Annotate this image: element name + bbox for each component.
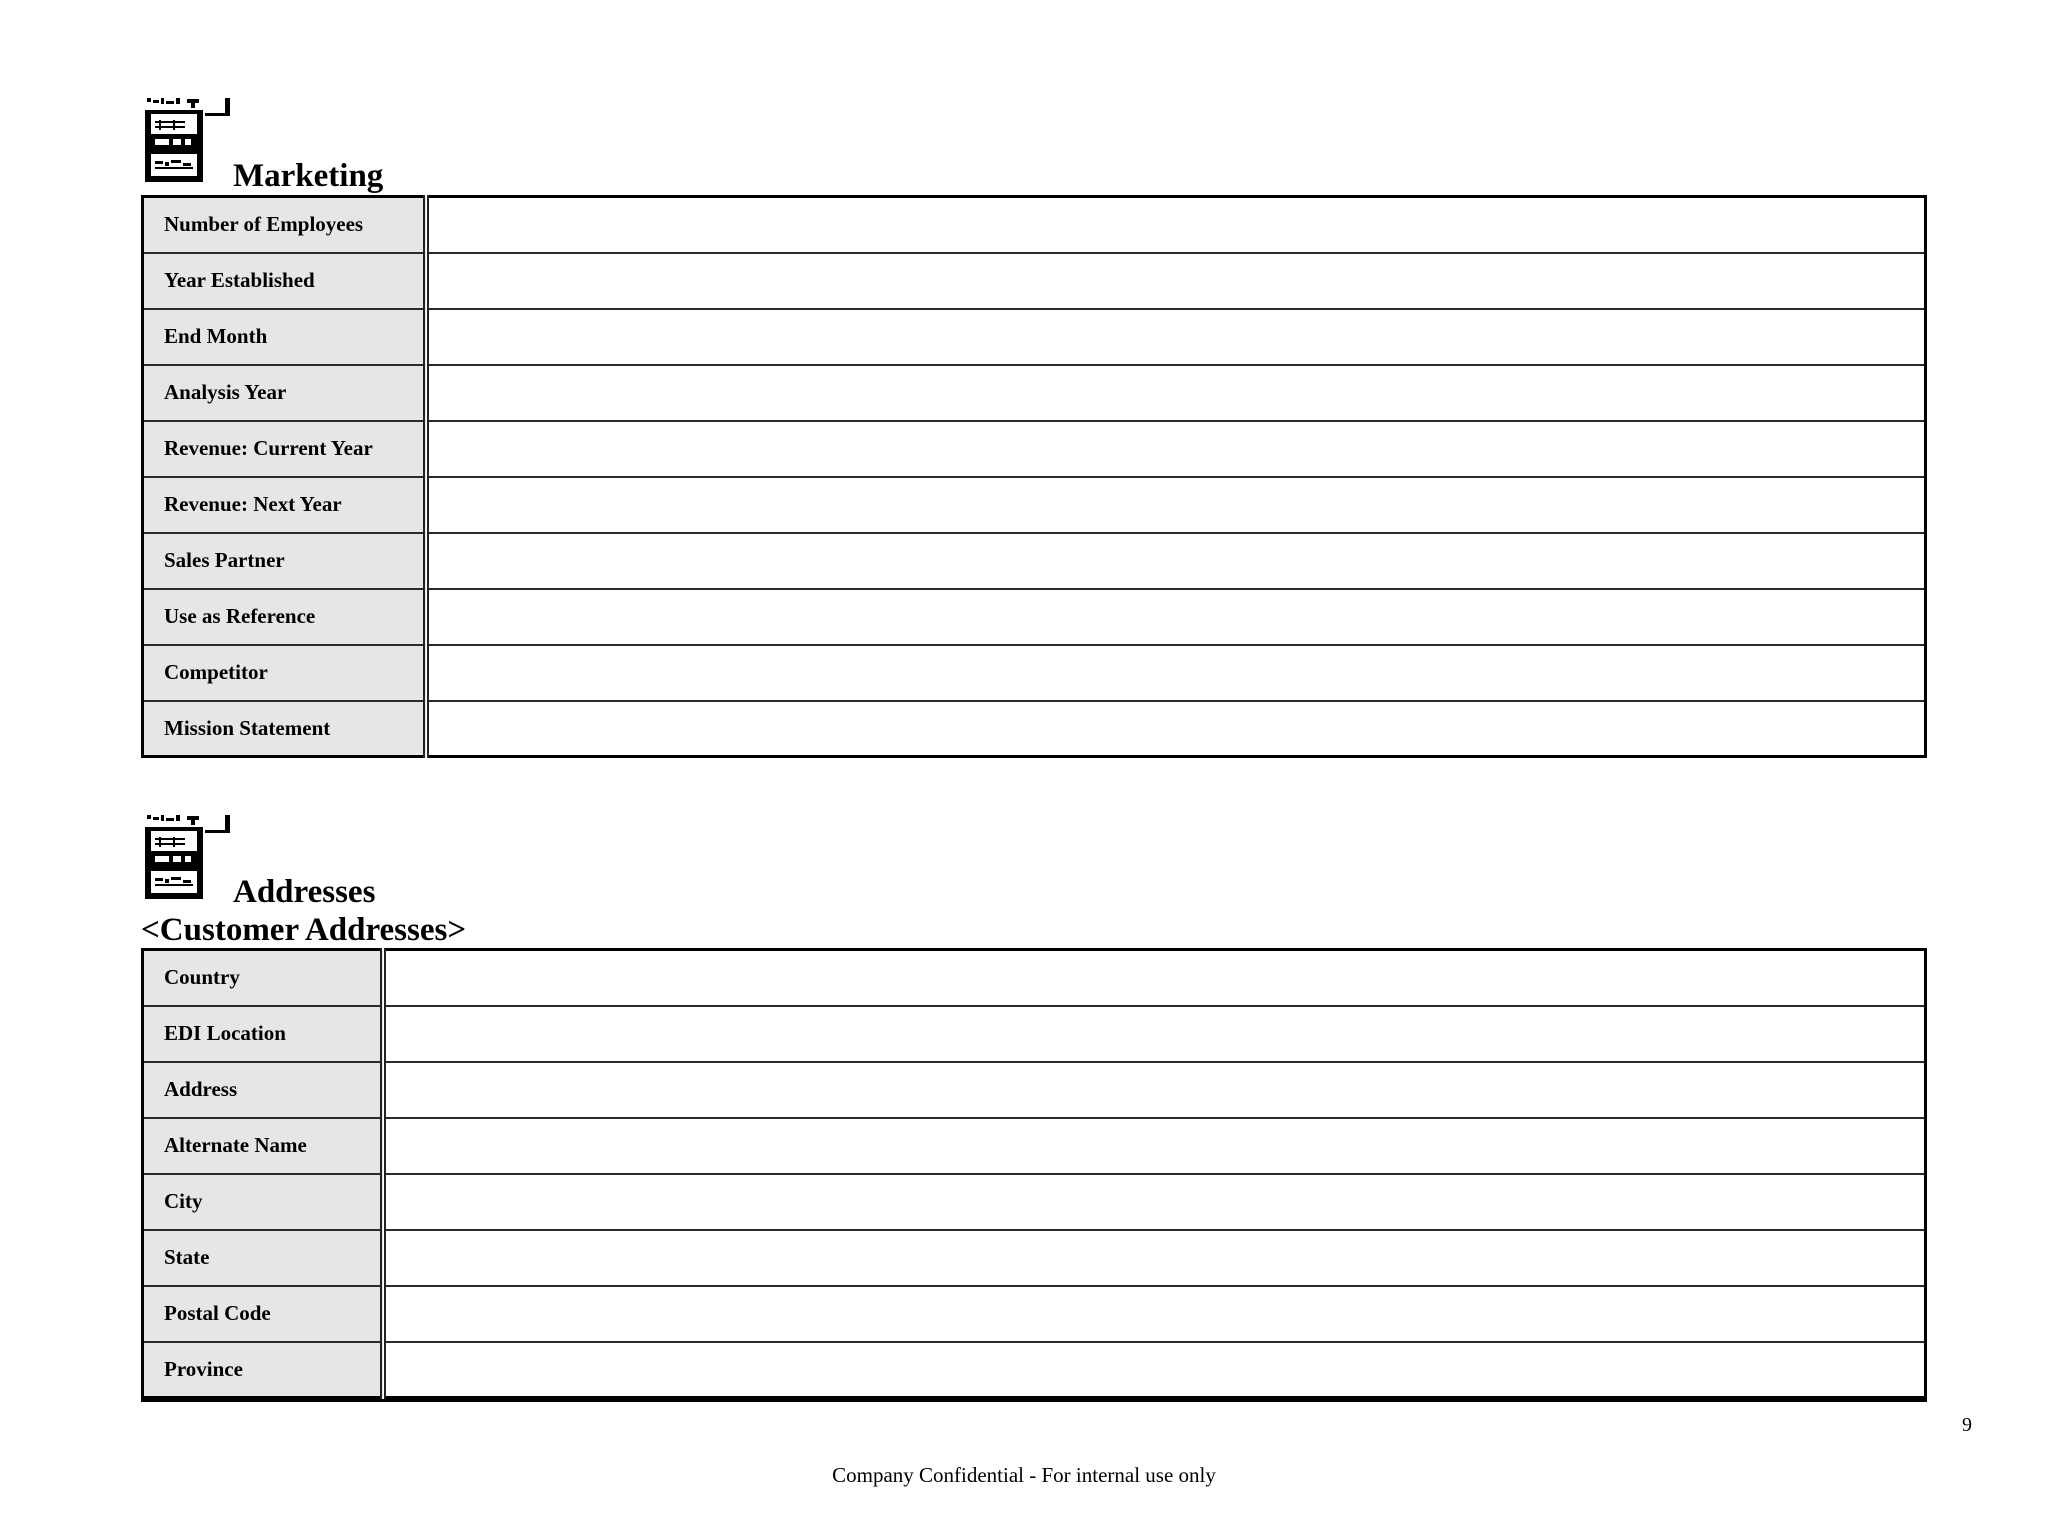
form-document-icon [143,98,231,182]
field-value-address[interactable] [383,1062,1926,1118]
addresses-table-viewport [141,948,1927,1402]
field-label-postal-code: Postal Code [143,1286,383,1342]
field-value-province[interactable] [383,1342,1926,1398]
table-row [143,1062,1926,1118]
field-label-revenue-current-year: Revenue: Current Year [143,421,426,477]
table-row [143,309,1926,365]
field-label-end-month: End Month [143,309,426,365]
field-label-use-as-reference: Use as Reference [143,589,426,645]
field-value-city[interactable] [383,1174,1926,1230]
table-row [143,1342,1926,1398]
field-value-use-as-reference[interactable] [426,589,1926,645]
table-row [143,421,1926,477]
addresses-form-table [141,948,1927,1399]
field-value-postal-code[interactable] [383,1286,1926,1342]
marketing-form-table [141,195,1927,758]
field-label-revenue-next-year: Revenue: Next Year [143,477,426,533]
table-row [143,1006,1926,1062]
table-row [143,1286,1926,1342]
table-row [143,477,1926,533]
section-subtitle-customer-addresses: <Customer Addresses> [141,912,467,948]
field-value-end-month[interactable] [426,309,1926,365]
field-label-country: Country [143,950,383,1006]
section-title-addresses: Addresses [233,874,376,910]
field-value-year-established[interactable] [426,253,1926,309]
field-value-competitor[interactable] [426,645,1926,701]
form-document-icon [143,815,231,899]
table-row [143,253,1926,309]
field-label-sales-partner: Sales Partner [143,533,426,589]
field-value-analysis-year[interactable] [426,365,1926,421]
field-value-country[interactable] [383,950,1926,1006]
field-label-alternate-name: Alternate Name [143,1118,383,1174]
table-row [143,701,1926,757]
field-label-state: State [143,1230,383,1286]
field-label-number-of-employees: Number of Employees [143,197,426,253]
field-value-state[interactable] [383,1230,1926,1286]
field-value-sales-partner[interactable] [426,533,1926,589]
section-title-marketing: Marketing [233,158,384,194]
field-label-address: Address [143,1062,383,1118]
footer-confidential-notice: Company Confidential - For internal use only [832,1463,1216,1487]
table-row [143,533,1926,589]
field-value-edi-location[interactable] [383,1006,1926,1062]
field-label-competitor: Competitor [143,645,426,701]
table-row [143,365,1926,421]
field-label-edi-location: EDI Location [143,1006,383,1062]
field-value-revenue-current-year[interactable] [426,421,1926,477]
field-label-year-established: Year Established [143,253,426,309]
field-value-revenue-next-year[interactable] [426,477,1926,533]
field-value-alternate-name[interactable] [383,1118,1926,1174]
field-label-province: Province [143,1342,383,1398]
table-row [143,950,1926,1006]
page-number: 9 [1962,1414,1972,1436]
field-label-mission-statement: Mission Statement [143,701,426,757]
field-label-city: City [143,1174,383,1230]
table-row [143,1118,1926,1174]
table-row [143,197,1926,253]
table-row [143,589,1926,645]
field-value-mission-statement[interactable] [426,701,1926,757]
table-row [143,1174,1926,1230]
field-label-analysis-year: Analysis Year [143,365,426,421]
field-value-number-of-employees[interactable] [426,197,1926,253]
table-row [143,645,1926,701]
table-row [143,1230,1926,1286]
